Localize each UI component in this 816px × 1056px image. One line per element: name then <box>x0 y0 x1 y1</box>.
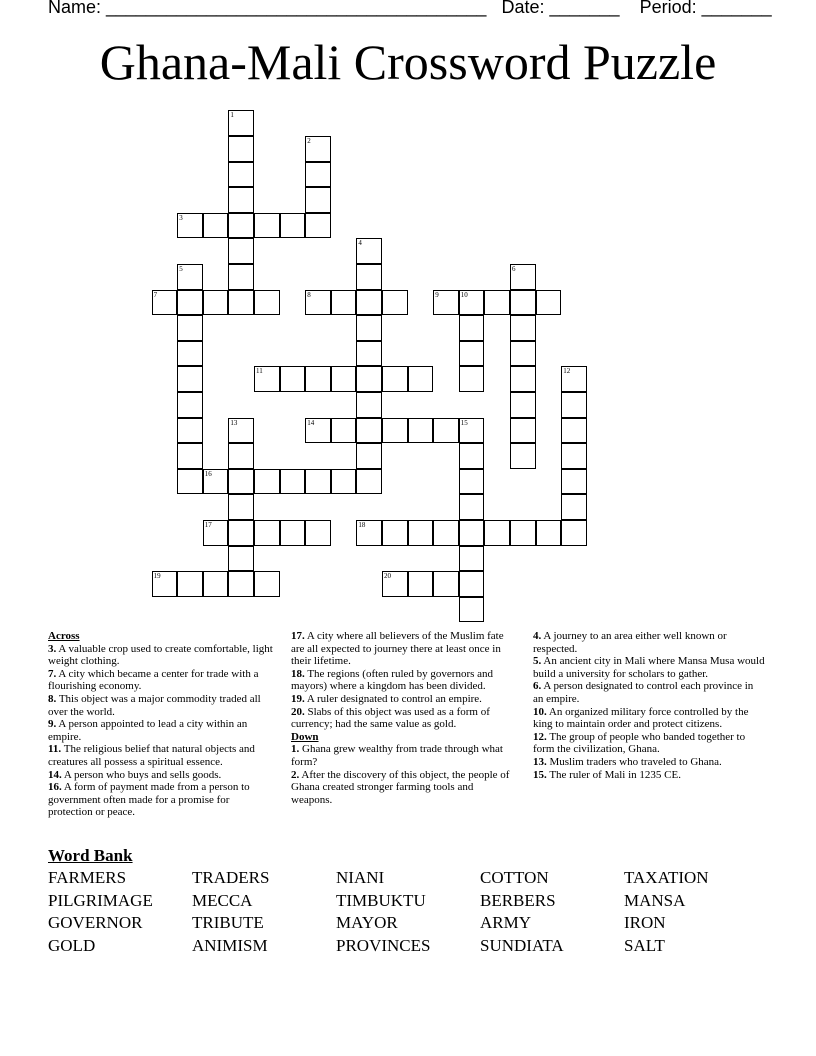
crossword-cell[interactable] <box>408 418 434 444</box>
crossword-cell[interactable] <box>305 418 331 444</box>
word-bank-item: ANIMISM <box>192 935 268 955</box>
clue-number: 14 <box>307 418 315 427</box>
word-bank-item: ARMY <box>480 913 532 933</box>
clue-number: 4 <box>358 239 362 248</box>
crossword-cell[interactable] <box>203 213 229 239</box>
crossword-cell[interactable] <box>356 290 382 316</box>
clue-number: 10 <box>460 290 468 299</box>
crossword-cell[interactable] <box>305 213 331 239</box>
crossword-cell[interactable] <box>305 520 331 546</box>
across-list-part1 <box>48 643 274 819</box>
crossword-cell[interactable] <box>228 290 254 316</box>
crossword-cell[interactable] <box>356 418 382 444</box>
crossword-cell[interactable] <box>228 264 254 290</box>
word-bank-item: PILGRIMAGE <box>48 890 153 910</box>
crossword-cell[interactable] <box>177 290 203 316</box>
crossword-cell[interactable] <box>331 469 357 495</box>
crossword-cell[interactable] <box>459 443 485 469</box>
clue-across-16: 16. A form of payment made from a person to government often made for a promise for protection or peace. <box>48 781 250 819</box>
crossword-cell[interactable] <box>177 392 203 418</box>
crossword-cell[interactable] <box>305 366 331 392</box>
crossword-cell[interactable] <box>203 290 229 316</box>
crossword-cell[interactable] <box>203 520 229 546</box>
clue-number: 6 <box>512 265 516 273</box>
crossword-cell[interactable] <box>510 443 536 469</box>
crossword-cell[interactable] <box>228 469 254 495</box>
word-bank-item: GOVERNOR <box>48 913 143 933</box>
crossword-cell[interactable] <box>510 290 536 316</box>
crossword-cell[interactable] <box>408 520 434 546</box>
clue-across-11: 11. The religious belief that natural objects and creatures all possess a spiritual essence. <box>48 743 255 768</box>
word-bank-item: MECCA <box>192 890 253 910</box>
crossword-cell[interactable] <box>228 494 254 520</box>
clue-number: 1 <box>230 111 234 120</box>
word-bank <box>48 867 768 957</box>
clue-number: 7 <box>153 290 158 299</box>
crossword-cell[interactable] <box>228 546 254 572</box>
crossword-cell[interactable] <box>510 520 536 546</box>
clue-number: 19 <box>153 572 161 581</box>
clue-down-6: 6. A person designated to control each province in an empire. <box>533 680 754 705</box>
crossword-cell[interactable] <box>356 469 382 495</box>
crossword-cell[interactable] <box>459 469 485 495</box>
crossword-cell[interactable] <box>459 494 485 520</box>
crossword-cell[interactable] <box>459 315 485 341</box>
clue-number: 5 <box>179 265 183 273</box>
word-bank-item: TIMBUKTU <box>336 890 426 910</box>
crossword-cell[interactable] <box>408 571 434 597</box>
crossword-cell[interactable] <box>382 571 408 597</box>
clue-down-2: 2. After the discovery of this object, the people of Ghana created stronger farming tools and weapons. <box>291 768 510 806</box>
clue-number: 17 <box>204 521 212 529</box>
crossword-cell[interactable] <box>382 520 408 546</box>
crossword-cell[interactable] <box>356 366 382 392</box>
crossword-cell[interactable] <box>382 290 408 316</box>
crossword-cell[interactable] <box>203 469 229 495</box>
clue-number: 11 <box>256 367 263 376</box>
crossword-cell[interactable] <box>203 571 229 597</box>
word-bank-item: PROVINCES <box>336 935 431 955</box>
word-bank-item: NIANI <box>336 868 385 887</box>
crossword-cell[interactable] <box>561 469 587 495</box>
clues-column-1 <box>48 630 274 819</box>
clue-number: 9 <box>435 290 439 299</box>
crossword-cell[interactable] <box>484 290 510 316</box>
clue-across-17: 17. A city where all believers of the Muslim fate are all expected to journey there at least once in their lifetime. <box>291 630 504 668</box>
across-heading: Across <box>48 630 80 642</box>
crossword-cell[interactable] <box>510 341 536 367</box>
crossword-cell[interactable] <box>280 469 306 495</box>
word-bank-item: TAXATION <box>624 868 709 887</box>
crossword-cell[interactable] <box>228 162 254 188</box>
word-bank-item: MANSA <box>624 890 686 910</box>
crossword-cell[interactable] <box>459 520 485 546</box>
crossword-cell[interactable] <box>280 520 306 546</box>
crossword-cell[interactable] <box>510 366 536 392</box>
clue-number: 12 <box>563 367 571 376</box>
crossword-cell[interactable] <box>254 290 280 316</box>
crossword-cell[interactable] <box>228 136 254 162</box>
name-field[interactable]: Name: ______________________________________ <box>48 0 487 17</box>
crossword-cell[interactable] <box>228 213 254 239</box>
crossword-cell[interactable] <box>459 341 485 367</box>
clue-across-3: 3. A valuable crop used to create comfortable, light weight clothing. <box>48 642 273 668</box>
word-bank-item: MAYOR <box>336 913 398 933</box>
crossword-cell[interactable] <box>510 418 536 444</box>
crossword-cell[interactable] <box>382 366 408 392</box>
crossword-cell[interactable] <box>254 520 280 546</box>
clue-across-20: 20. Slabs of this object was used as a form of currency; had the same value as gold. <box>291 705 490 731</box>
crossword-cell[interactable] <box>228 418 254 444</box>
clue-across-19: 19. A ruler designated to control an empire. <box>291 692 482 705</box>
clue-across-18: 18. The regions (often ruled by governors and mayors) where a kingdom has been divided. <box>291 667 494 693</box>
crossword-cell[interactable] <box>331 366 357 392</box>
crossword-cell[interactable] <box>433 520 459 546</box>
crossword-cell[interactable] <box>177 264 203 290</box>
crossword-cell[interactable] <box>536 290 562 316</box>
crossword-cell[interactable] <box>228 187 254 213</box>
crossword-cell[interactable] <box>356 520 382 546</box>
crossword-cell[interactable] <box>331 418 357 444</box>
crossword-cell[interactable] <box>561 443 587 469</box>
crossword-cell[interactable] <box>510 392 536 418</box>
crossword-cell[interactable] <box>177 366 203 392</box>
crossword-cell[interactable] <box>177 315 203 341</box>
word-bank-item: COTTON <box>480 868 549 887</box>
clue-number: 20 <box>384 572 391 581</box>
crossword-cell[interactable] <box>228 520 254 546</box>
word-bank-item: IRON <box>624 913 666 933</box>
crossword-cell[interactable] <box>408 366 434 392</box>
crossword-cell[interactable] <box>228 238 254 264</box>
crossword-cell[interactable] <box>510 264 536 290</box>
crossword-cell[interactable] <box>177 418 203 444</box>
clue-across-9: 9. A person appointed to lead a city within an empire. <box>48 718 248 743</box>
word-bank-item: GOLD <box>48 935 96 955</box>
clue-number: 3 <box>179 213 183 222</box>
crossword-cell[interactable] <box>356 443 382 469</box>
word-bank-item: BERBERS <box>480 890 556 910</box>
date-field[interactable]: Date: _______ <box>501 0 620 17</box>
down-heading: Down <box>291 730 319 743</box>
crossword-cell[interactable] <box>228 443 254 469</box>
crossword-cell[interactable] <box>254 571 280 597</box>
crossword-cell[interactable] <box>280 366 306 392</box>
crossword-cell[interactable] <box>459 366 485 392</box>
clues-column-3 <box>533 630 765 781</box>
crossword-cell[interactable] <box>536 520 562 546</box>
clue-down-5: 5. An ancient city in Mali where Mansa Musa would build a university for scholars to gather. <box>533 655 765 680</box>
crossword-cell[interactable] <box>177 571 203 597</box>
crossword-cell[interactable] <box>459 546 485 572</box>
clue-down-1: 1. Ghana grew wealthy from trade through what form? <box>291 743 503 768</box>
clue-down-12: 12. The group of people who banded together to form the civilization, Ghana. <box>533 730 746 756</box>
crossword-cell[interactable] <box>152 571 178 597</box>
clue-number: 8 <box>307 290 311 299</box>
header-fields <box>48 0 772 18</box>
clue-down-10: 10. An organized military force controlled by the king to maintain order and protect citizens. <box>533 705 749 731</box>
crossword-cell[interactable] <box>382 418 408 444</box>
crossword-cell[interactable] <box>561 392 587 418</box>
crossword-cell[interactable] <box>331 290 357 316</box>
crossword-cell[interactable] <box>152 290 178 316</box>
word-bank-item: SALT <box>624 935 665 955</box>
crossword-cell[interactable] <box>305 290 331 316</box>
clue-down-4: 4. A journey to an area either well known or respected. <box>533 630 727 655</box>
clue-number: 13 <box>230 418 238 427</box>
crossword-cell[interactable] <box>254 366 280 392</box>
crossword-cell[interactable] <box>484 520 510 546</box>
crossword-cell[interactable] <box>356 238 382 264</box>
crossword-cell[interactable] <box>305 162 331 188</box>
period-field[interactable]: Period: _______ <box>639 0 772 17</box>
word-bank-title: Word Bank <box>48 846 133 865</box>
word-bank-item: SUNDIATA <box>480 935 564 955</box>
crossword-cell[interactable] <box>561 418 587 444</box>
crossword-cell[interactable] <box>356 392 382 418</box>
puzzle-title: Ghana-Mali Crossword Puzzle <box>99 34 717 90</box>
crossword-cell[interactable] <box>356 264 382 290</box>
crossword-cell[interactable] <box>177 341 203 367</box>
crossword-cell[interactable] <box>228 110 254 136</box>
crossword-cell[interactable] <box>177 213 203 239</box>
crossword-cell[interactable] <box>356 341 382 367</box>
clue-number: 18 <box>358 521 366 529</box>
clue-down-13: 13. Muslim traders who traveled to Ghana. <box>533 755 722 768</box>
crossword-cell[interactable] <box>561 520 587 546</box>
crossword-cell[interactable] <box>433 571 459 597</box>
crossword-cell[interactable] <box>561 366 587 392</box>
clue-across-7: 7. A city which became a center for trade with a flourishing economy. <box>48 667 259 693</box>
clues-column-2 <box>291 630 517 806</box>
word-bank-item: TRADERS <box>192 868 270 887</box>
clue-across-14: 14. A person who buys and sells goods. <box>48 768 222 781</box>
crossword-cell[interactable] <box>561 494 587 520</box>
crossword-cell[interactable] <box>433 418 459 444</box>
crossword-cell[interactable] <box>228 571 254 597</box>
crossword-cell[interactable] <box>459 290 485 316</box>
crossword-cell[interactable] <box>177 443 203 469</box>
crossword-cell[interactable] <box>356 315 382 341</box>
crossword-cell[interactable] <box>305 469 331 495</box>
crossword-cell[interactable] <box>280 213 306 239</box>
word-bank-item: FARMERS <box>48 868 127 887</box>
clue-across-8: 8. This object was a major commodity traded all over the world. <box>48 692 261 718</box>
crossword-cell[interactable] <box>305 187 331 213</box>
crossword-cell[interactable] <box>254 469 280 495</box>
crossword-cell[interactable] <box>254 213 280 239</box>
crossword-cell[interactable] <box>433 290 459 316</box>
clue-number: 16 <box>204 469 212 478</box>
crossword-cell[interactable] <box>459 597 485 623</box>
clue-number: 15 <box>460 418 468 427</box>
crossword-cell[interactable] <box>510 315 536 341</box>
crossword-cell[interactable] <box>459 571 485 597</box>
crossword-cell[interactable] <box>459 418 485 444</box>
clue-number: 2 <box>307 137 311 145</box>
crossword-cell[interactable] <box>305 136 331 162</box>
clue-down-15: 15. The ruler of Mali in 1235 CE. <box>533 768 681 781</box>
word-bank-item: TRIBUTE <box>192 913 264 933</box>
crossword-cell[interactable] <box>177 469 203 495</box>
